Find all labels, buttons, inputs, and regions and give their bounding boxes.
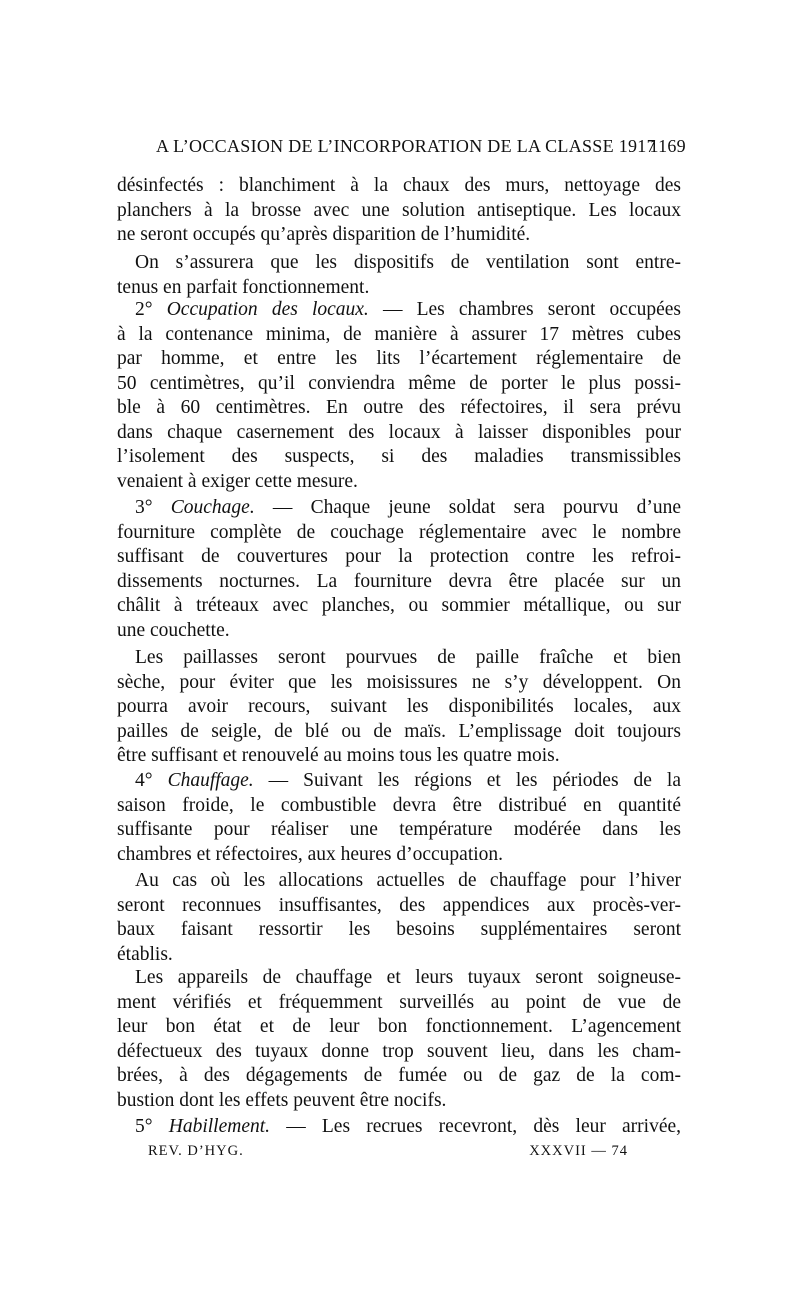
text-line: établis. — [117, 943, 173, 965]
text-line: Les paillasses seront pourvues de paille fraîche et bien — [135, 647, 681, 668]
paragraph-allocations — [117, 869, 681, 967]
text-line: par homme, et entre les lits l’écartement réglementaire de — [117, 348, 681, 369]
text-line: fourniture complète de couchage réglementaire avec le nombre — [117, 521, 681, 543]
text-line: pourra avoir recours, suivant les disponibilités locales, aux — [117, 696, 681, 717]
section-first-line — [117, 298, 681, 323]
text-line: ment vérifiés et fréquemment surveillés au point de vue de — [117, 991, 681, 1013]
section-first-line — [117, 496, 681, 521]
page-footer — [148, 1143, 628, 1160]
section-first-line — [117, 769, 681, 794]
text-line: une couchette. — [117, 619, 230, 641]
text-line: suffisant de couvertures pour la protection contre les refroi- — [117, 546, 681, 567]
text-line: châlit à tréteaux avec planches, ou sommier métallique, ou sur — [117, 595, 681, 616]
text-line: 50 centimètres, qu’il conviendra même de porter le plus possi- — [117, 372, 681, 394]
text-line: suffisante pour réaliser une température modérée dans les — [117, 819, 681, 840]
section-number: 5° — [135, 1116, 153, 1137]
text-run: — Les recrues recevront, dès leur arrivée, — [270, 1116, 682, 1137]
section-number: 2° — [135, 299, 153, 320]
text-line: l’isolement des suspects, si des maladies transmissibles — [117, 446, 681, 467]
running-header — [156, 136, 686, 157]
paragraph-paillasses — [117, 646, 681, 769]
section-occupation-des-locaux — [117, 298, 681, 494]
text-line: saison froide, le combustible devra être distribué en quantité — [117, 794, 681, 816]
text-line: ne seront occupés qu’après disparition de l’humidité. — [117, 224, 531, 245]
text-line: tenus en parfait fonctionnement. — [117, 276, 370, 298]
text-line: baux faisant ressortir les besoins supplémentaires seront — [117, 919, 681, 940]
text-run: — Les chambres seront occupées — [368, 299, 681, 320]
text-line: seront reconnues insuffisantes, des appendices aux procès-ver- — [117, 894, 681, 916]
text-line: Les appareils de chauffage et leurs tuyaux seront soigneuse- — [135, 967, 681, 988]
text-line: On s’assurera que les dispositifs de ventilation sont entre- — [135, 252, 681, 273]
paragraph-ventilation — [117, 251, 681, 300]
journal-abbreviation: REV. D’HYG. — [148, 1143, 244, 1159]
text-line: à la contenance minima, de manière à assurer 17 mètres cubes — [117, 323, 681, 345]
running-title: A L’OCCASION DE L’INCORPORATION DE LA CLASSE 1917 — [156, 136, 656, 156]
text-line: dans chaque casernement des locaux à laisser disponibles pour — [117, 421, 681, 443]
text-line: sèche, pour éviter que les moisissures ne s’y développent. On — [117, 671, 681, 693]
signature-mark: XXXVII — 74 — [529, 1143, 628, 1159]
text-line: Au cas où les allocations actuelles de chauffage pour l’hiver — [135, 870, 681, 891]
text-line: leur bon état et de leur bon fonctionnement. L’agencement — [117, 1016, 681, 1037]
text-line: chambres et réfectoires, aux heures d’occupation. — [117, 843, 504, 865]
page-number: 1169 — [649, 136, 686, 156]
section-couchage — [117, 496, 681, 643]
section-number: 4° — [135, 770, 153, 791]
text-line: pailles de seigle, de blé ou de maïs. L’emplissage doit toujours — [117, 720, 681, 742]
text-run: — Suivant les régions et les périodes de la — [253, 770, 681, 791]
paragraph-disinfection — [117, 174, 681, 248]
section-first-line — [117, 1115, 681, 1140]
text-line: venaient à exiger cette mesure. — [117, 470, 358, 492]
text-line: ble à 60 centimètres. En outre des réfectoires, il sera prévu — [117, 397, 681, 418]
text-line: dissements nocturnes. La fourniture devra être placée sur un — [117, 570, 681, 592]
text-line: bustion dont les effets peuvent être nocifs. — [117, 1089, 447, 1111]
text-run: — Chaque jeune soldat sera pourvu d’une — [254, 497, 681, 518]
section-heading: Occupation des locaux. — [166, 299, 369, 320]
text-line: brées, à des dégagements de fumée ou de gaz de la com- — [117, 1065, 681, 1086]
text-line: être suffisant et renouvelé au moins tous les quatre mois. — [117, 745, 560, 766]
section-heading: Habillement. — [168, 1116, 271, 1137]
section-number: 3° — [135, 497, 153, 518]
section-habillement — [117, 1115, 681, 1140]
section-chauffage — [117, 769, 681, 867]
section-heading: Couchage. — [170, 497, 255, 518]
section-heading: Chauffage. — [167, 770, 254, 791]
text-line: désinfectés : blanchiment à la chaux des murs, nettoyage des — [117, 175, 681, 196]
paragraph-appareils — [117, 966, 681, 1113]
text-line: planchers à la brosse avec une solution antiseptique. Les locaux — [117, 199, 681, 221]
text-line: défectueux des tuyaux donne trop souvent lieu, dans les cham- — [117, 1040, 681, 1062]
